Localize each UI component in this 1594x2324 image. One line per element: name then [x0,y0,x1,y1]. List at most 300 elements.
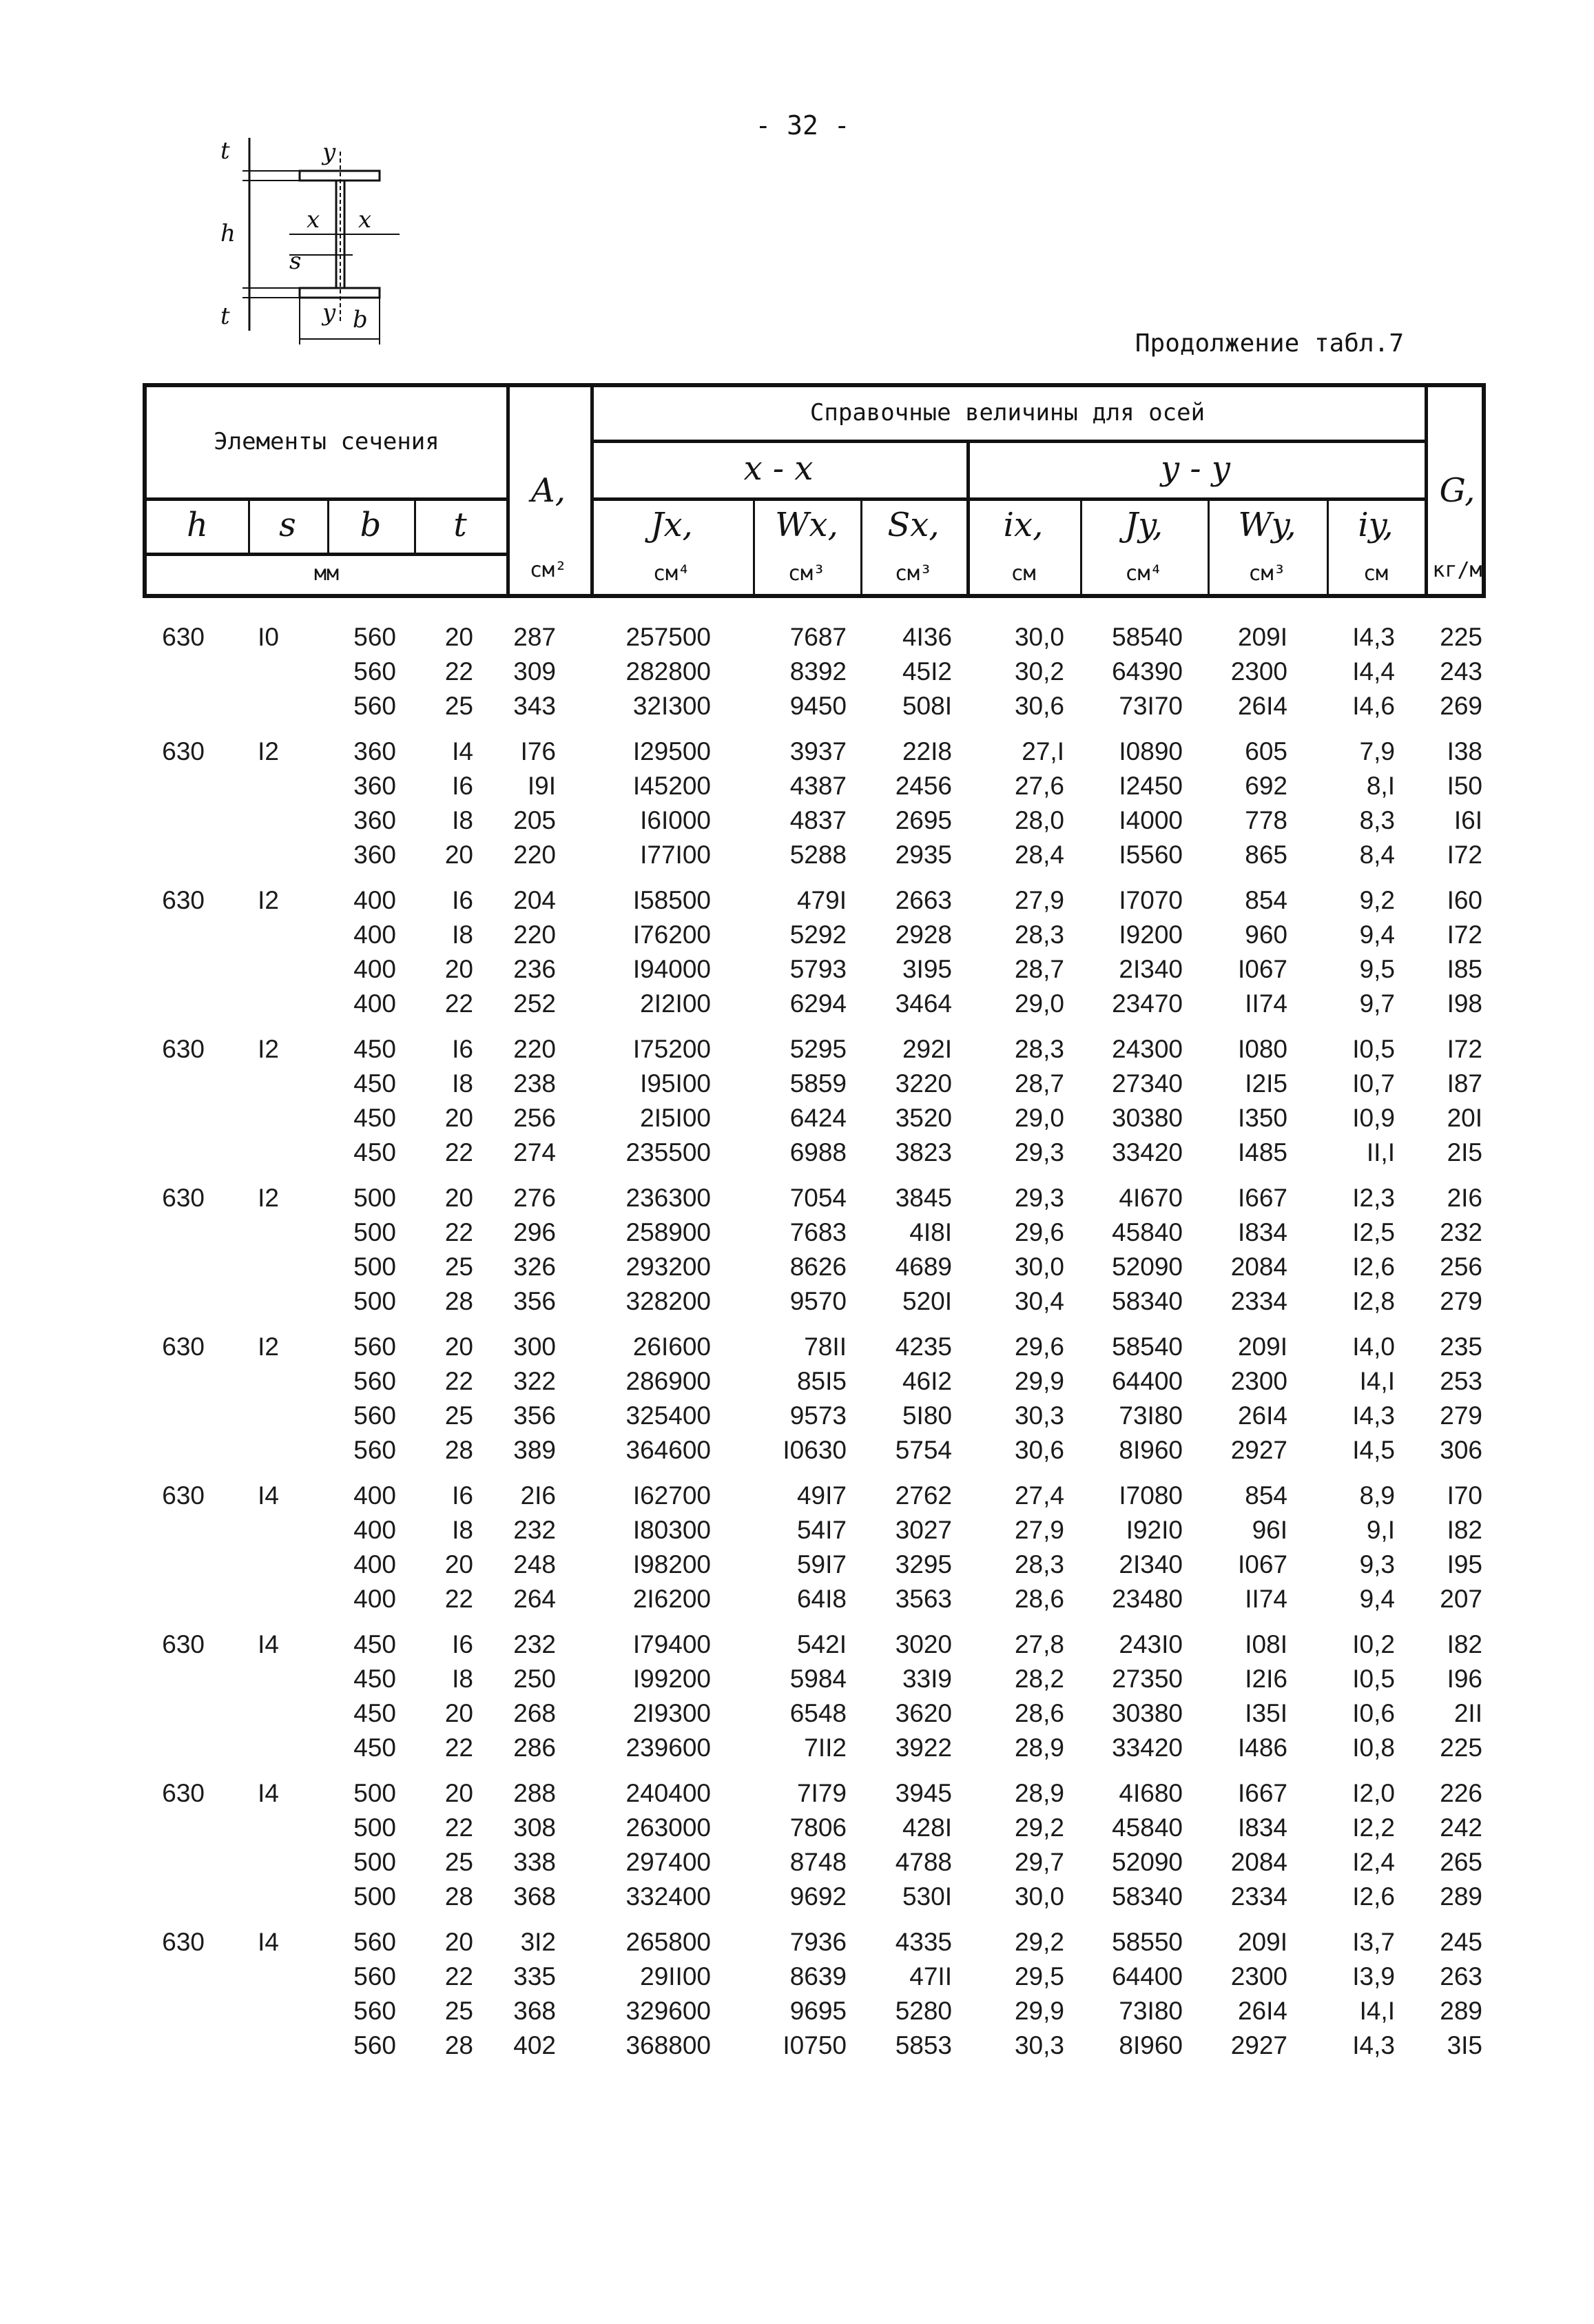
cell-Wy: 2300 [1230,657,1287,686]
cell-b: 560 [353,1928,396,1956]
cell-Wx: 85I5 [796,1367,847,1395]
cell-Jx: 286900 [625,1367,711,1395]
cell-Sx: 3823 [895,1138,952,1166]
cell-ix: 30,4 [1014,1287,1064,1315]
cell-Wy: I2I5 [1245,1069,1287,1098]
cell-Wx: 542I [796,1630,847,1658]
cell-Jx: I58500 [632,886,711,914]
cell-b: 500 [353,1218,396,1246]
cell-G: 3I5 [1447,2031,1482,2059]
cell-b: 560 [353,1962,396,1991]
cell-b: 450 [353,1035,396,1063]
cell-t: I6 [452,772,473,800]
cell-b: 500 [353,1184,396,1212]
cell-Jx: 282800 [625,657,711,686]
cell-ix: 27,6 [1014,772,1064,800]
cell-ix: 29,9 [1014,1997,1064,2025]
cell-A: 300 [513,1333,556,1361]
cell-b: 400 [353,1585,396,1613]
table-row [143,655,1486,689]
cell-ix: 28,6 [1014,1699,1064,1727]
cell-iy: I4,3 [1352,1401,1395,1430]
cell-Jy: 8I960 [1119,2031,1183,2059]
cell-G: I60 [1447,886,1482,914]
row-group [143,1330,1486,1468]
cell-Jy: 58540 [1112,623,1183,651]
cell-Wy: 209I [1237,623,1287,651]
cell-h: 630 [162,1630,205,1658]
cell-G: 242 [1440,1813,1482,1842]
cell-t: 22 [444,989,473,1018]
cell-Sx: 2928 [895,921,952,949]
cell-Wy: I486 [1237,1734,1287,1762]
header-section-elements: Элементы сечения [214,428,439,456]
cell-Sx: 3295 [895,1550,952,1579]
cell-ix: 28,7 [1014,955,1064,983]
cell-ix: 29,6 [1014,1218,1064,1246]
cell-G: I96 [1447,1665,1482,1693]
cell-Jy: 52090 [1112,1848,1183,1876]
row-group [143,1627,1486,1765]
table-row [143,734,1486,769]
cell-Sx: 2456 [895,772,952,800]
cell-A: 368 [513,1882,556,1911]
cell-Wx: 5292 [789,921,847,949]
cell-b: 500 [353,1287,396,1315]
row-group [143,734,1486,872]
cell-G: 207 [1440,1585,1482,1613]
cell-ix: 29,5 [1014,1962,1064,1991]
cell-ix: 28,6 [1014,1585,1064,1613]
cell-Wx: 6988 [789,1138,847,1166]
table-continuation-label: Продолжение табл.7 [1135,329,1404,358]
table-row [143,1101,1486,1135]
cell-b: 360 [353,737,396,765]
cell-ix: 27,4 [1014,1481,1064,1510]
cell-Wx: 7II2 [804,1734,847,1762]
cell-iy: I2,8 [1352,1287,1395,1315]
cell-b: 500 [353,1253,396,1281]
header-unit-Sx: см³ [894,561,933,586]
cell-t: 20 [444,841,473,869]
cell-G: I50 [1447,772,1482,800]
cell-G: I82 [1447,1630,1482,1658]
cell-b: 360 [353,772,396,800]
cell-Jy: 64390 [1112,657,1183,686]
cell-A: 256 [513,1104,556,1132]
cell-Jx: I95I00 [640,1069,711,1098]
cell-Jy: 8I960 [1119,1436,1183,1464]
table-row [143,1960,1486,1994]
cell-A: 205 [513,806,556,834]
cell-iy: 7,9 [1359,737,1395,765]
table-row [143,1925,1486,1960]
cell-iy: II,I [1366,1138,1395,1166]
cell-G: 2I6 [1447,1184,1482,1212]
cell-Jx: I6I000 [640,806,711,834]
cell-Wy: 2084 [1230,1848,1287,1876]
cell-ix: 29,6 [1014,1333,1064,1361]
cell-A: 308 [513,1813,556,1842]
cell-G: 232 [1440,1218,1482,1246]
cell-iy: I2,0 [1352,1779,1395,1807]
cell-A: 220 [513,921,556,949]
table-row [143,1433,1486,1468]
cell-A: 268 [513,1699,556,1727]
cell-Jx: 32I300 [632,692,711,720]
cell-b: 450 [353,1630,396,1658]
cell-Jx: 293200 [625,1253,711,1281]
cell-ix: 30,3 [1014,1401,1064,1430]
cell-Jy: 27340 [1112,1069,1183,1098]
label-s: s [289,247,302,275]
label-y-top: y [322,138,336,166]
cell-Jy: 4I680 [1119,1779,1183,1807]
cell-b: 500 [353,1779,396,1807]
cell-A: 220 [513,1035,556,1063]
cell-t: 22 [444,1962,473,1991]
cell-ix: 29,3 [1014,1138,1064,1166]
cell-Wx: I0630 [783,1436,847,1464]
cell-ix: 30,6 [1014,692,1064,720]
cell-A: 248 [513,1550,556,1579]
cell-A: 343 [513,692,556,720]
cell-A: 2I6 [520,1481,556,1510]
header-reference-values: Справочные величины для осей [809,399,1205,427]
table-row [143,1696,1486,1731]
cell-G: 225 [1440,623,1482,651]
table-row [143,620,1486,655]
cell-b: 560 [353,657,396,686]
cell-s: I4 [258,1928,279,1956]
cell-A: 322 [513,1367,556,1395]
cell-Wy: 26I4 [1237,1997,1287,2025]
cell-ix: 29,0 [1014,989,1064,1018]
cell-iy: I2,5 [1352,1218,1395,1246]
cell-Jy: I5560 [1119,841,1183,869]
cell-ix: 30,0 [1014,623,1064,651]
cell-t: 22 [444,1585,473,1613]
table-row [143,803,1486,838]
cell-Sx: 4335 [895,1928,952,1956]
label-y-bottom: y [322,299,336,327]
cell-Wy: 605 [1245,737,1287,765]
cell-h: 630 [162,1333,205,1361]
cell-A: I9I [527,772,556,800]
cell-A: 204 [513,886,556,914]
cell-t: 25 [444,1997,473,2025]
cell-Wx: 59I7 [796,1550,847,1579]
cell-Wx: 7683 [789,1218,847,1246]
table-row [143,1582,1486,1616]
cell-A: 288 [513,1779,556,1807]
label-t-top: t [220,137,230,165]
cell-iy: I2,6 [1352,1882,1395,1911]
cell-Wx: 6548 [789,1699,847,1727]
cell-iy: I3,9 [1352,1962,1395,1991]
cell-ix: 28,0 [1014,806,1064,834]
cell-Jx: 325400 [625,1401,711,1430]
cell-b: 400 [353,886,396,914]
cell-h: 630 [162,1035,205,1063]
cell-b: 500 [353,1848,396,1876]
cell-G: 2I5 [1447,1138,1482,1166]
cell-Sx: 3020 [895,1630,952,1658]
table-row [143,769,1486,803]
cell-Jy: I7080 [1119,1481,1183,1510]
cell-G: 235 [1440,1333,1482,1361]
cell-iy: I4,I [1359,1997,1395,2025]
cell-G: 256 [1440,1253,1482,1281]
cell-b: 560 [353,1997,396,2025]
cell-b: 400 [353,921,396,949]
cell-Wx: 7054 [789,1184,847,1212]
cell-Jy: 45840 [1112,1813,1183,1842]
cell-Wx: 3937 [789,737,847,765]
cell-Jx: 263000 [625,1813,711,1842]
cell-Jy: 243I0 [1119,1630,1183,1658]
cell-Jy: 23480 [1112,1585,1183,1613]
cell-b: 400 [353,1516,396,1544]
cell-Jy: 4I670 [1119,1184,1183,1212]
table-row [143,1330,1486,1364]
cell-G: 2II [1453,1699,1482,1727]
cell-Sx: 5280 [895,1997,952,2025]
cell-Wx: 9695 [789,1997,847,2025]
cell-Wy: 209I [1237,1928,1287,1956]
cell-iy: I0,7 [1352,1069,1395,1098]
label-t-bottom: t [220,302,230,330]
cell-s: I2 [258,737,279,765]
cell-ix: 28,2 [1014,1665,1064,1693]
table-row [143,1662,1486,1696]
cell-Sx: 428I [902,1813,952,1842]
cell-t: 20 [444,1550,473,1579]
cell-Jy: 58340 [1112,1882,1183,1911]
cell-G: 279 [1440,1287,1482,1315]
cell-ix: 27,9 [1014,886,1064,914]
table-row [143,1731,1486,1765]
cell-Wx: 5984 [789,1665,847,1693]
cell-b: 450 [353,1734,396,1762]
cell-iy: I4,3 [1352,2031,1395,2059]
cell-Sx: 508I [902,692,952,720]
cell-Wy: I35I [1245,1699,1287,1727]
cell-G: 226 [1440,1779,1482,1807]
label-b: b [353,306,368,333]
cell-Jx: 364600 [625,1436,711,1464]
cell-ix: 28,4 [1014,841,1064,869]
cell-b: 450 [353,1069,396,1098]
cell-Jx: I80300 [632,1516,711,1544]
cell-Jx: 297400 [625,1848,711,1876]
table-row [143,1364,1486,1399]
cell-Jx: I29500 [632,737,711,765]
cell-Jx: 235500 [625,1138,711,1166]
cell-t: 20 [444,1104,473,1132]
cell-Wy: 2334 [1230,1287,1287,1315]
cell-iy: I2,4 [1352,1848,1395,1876]
cell-iy: 8,4 [1359,841,1395,869]
cell-Jy: 2I340 [1119,1550,1183,1579]
cell-h: 630 [162,1779,205,1807]
cell-h: 630 [162,1481,205,1510]
cell-s: I2 [258,1333,279,1361]
cell-G: 269 [1440,692,1482,720]
cell-Sx: 520I [902,1287,952,1315]
table-row [143,1215,1486,1250]
cell-Jx: 368800 [625,2031,711,2059]
cell-G: I87 [1447,1069,1482,1098]
cell-Wy: I834 [1237,1218,1287,1246]
cell-ix: 30,0 [1014,1882,1064,1911]
cell-s: I4 [258,1630,279,1658]
row-group [143,1479,1486,1616]
cell-b: 450 [353,1699,396,1727]
header-col-A: A, [531,471,566,510]
cell-Wy: II74 [1245,1585,1287,1613]
table-row [143,1399,1486,1433]
cell-A: 252 [513,989,556,1018]
cell-Wx: 479I [796,886,847,914]
cell-A: 232 [513,1630,556,1658]
cell-Jx: I79400 [632,1630,711,1658]
cell-A: 264 [513,1585,556,1613]
cell-G: 245 [1440,1928,1482,1956]
cell-Jy: I92I0 [1126,1516,1183,1544]
cell-Jx: I77I00 [640,841,711,869]
cell-Jy: I4000 [1119,806,1183,834]
cell-Sx: 530I [902,1882,952,1911]
table-row [143,1627,1486,1662]
cell-Jx: 265800 [625,1928,711,1956]
cell-Jx: I45200 [632,772,711,800]
cell-Wy: I667 [1237,1779,1287,1807]
cell-Sx: 4I8I [909,1218,952,1246]
cell-t: I8 [452,806,473,834]
cell-G: I95 [1447,1550,1482,1579]
table-row [143,689,1486,723]
cell-b: 400 [353,1481,396,1510]
cell-Jx: 240400 [625,1779,711,1807]
cell-Wy: 960 [1245,921,1287,949]
cell-b: 560 [353,2031,396,2059]
cell-ix: 28,9 [1014,1734,1064,1762]
cell-ix: 28,7 [1014,1069,1064,1098]
ibeam-section-diagram [193,124,413,358]
cell-Sx: 3922 [895,1734,952,1762]
cell-Wy: 854 [1245,886,1287,914]
cell-t: 22 [444,657,473,686]
cell-t: 20 [444,1779,473,1807]
cell-G: 265 [1440,1848,1482,1876]
cell-iy: 9,3 [1359,1550,1395,1579]
table-body [143,620,1486,2074]
cell-b: 400 [353,1550,396,1579]
cell-t: I6 [452,1630,473,1658]
cell-iy: I4,0 [1352,1333,1395,1361]
row-group [143,1032,1486,1170]
cell-Wx: 9692 [789,1882,847,1911]
cell-t: I6 [452,886,473,914]
cell-Jx: 257500 [625,623,711,651]
cell-t: 25 [444,1253,473,1281]
cell-G: I82 [1447,1516,1482,1544]
cell-Wx: I0750 [783,2031,847,2059]
row-group [143,1925,1486,2063]
cell-h: 630 [162,1184,205,1212]
cell-b: 360 [353,806,396,834]
cell-ix: 28,9 [1014,1779,1064,1807]
cell-Wy: I834 [1237,1813,1287,1842]
cell-b: 400 [353,989,396,1018]
header-col-Wx: Wx, [775,505,838,544]
cell-Jx: 328200 [625,1287,711,1315]
header-unit-ix: см [1011,561,1036,586]
cell-t: 20 [444,1699,473,1727]
table-row [143,1479,1486,1513]
cell-iy: 9,7 [1359,989,1395,1018]
cell-Wx: 8748 [789,1848,847,1876]
cell-Sx: 3464 [895,989,952,1018]
cell-Sx: 3027 [895,1516,952,1544]
cell-iy: I4,I [1359,1367,1395,1395]
header-axis-xx: x - x [743,449,814,488]
cell-iy: I0,5 [1352,1665,1395,1693]
header-unit-Jx: см⁴ [652,561,691,586]
cell-Jy: 73I80 [1119,1401,1183,1430]
cell-Jy: I2450 [1119,772,1183,800]
cell-Wy: 2084 [1230,1253,1287,1281]
cell-Wx: 7936 [789,1928,847,1956]
cell-A: 287 [513,623,556,651]
header-col-iy: iy, [1358,505,1394,544]
cell-Jx: 329600 [625,1997,711,2025]
cell-ix: 28,3 [1014,1035,1064,1063]
table-row [143,1250,1486,1284]
cell-Jy: 24300 [1112,1035,1183,1063]
cell-Wx: 9570 [789,1287,847,1315]
table-row [143,1284,1486,1319]
cell-t: 20 [444,1928,473,1956]
cell-t: 22 [444,1734,473,1762]
cell-A: 232 [513,1516,556,1544]
cell-iy: I4,6 [1352,692,1395,720]
cell-Wx: 7687 [789,623,847,651]
cell-ix: 27,I [1022,737,1064,765]
cell-A: 356 [513,1287,556,1315]
cell-Jx: 239600 [625,1734,711,1762]
cell-A: 296 [513,1218,556,1246]
cell-Wx: 8392 [789,657,847,686]
cell-A: 220 [513,841,556,869]
cell-iy: 9,4 [1359,921,1395,949]
cell-s: I2 [258,1184,279,1212]
cell-s: I2 [258,1035,279,1063]
cell-G: I38 [1447,737,1482,765]
table-row [143,838,1486,872]
row-group [143,1776,1486,1914]
cell-Sx: 4235 [895,1333,952,1361]
table-row [143,1845,1486,1880]
cell-Jy: I9200 [1119,921,1183,949]
cell-G: I98 [1447,989,1482,1018]
cell-Sx: 2935 [895,841,952,869]
cell-iy: I0,2 [1352,1630,1395,1658]
cell-iy: I3,7 [1352,1928,1395,1956]
cell-Sx: 3I95 [902,955,952,983]
page-number: - 32 - [755,110,850,141]
